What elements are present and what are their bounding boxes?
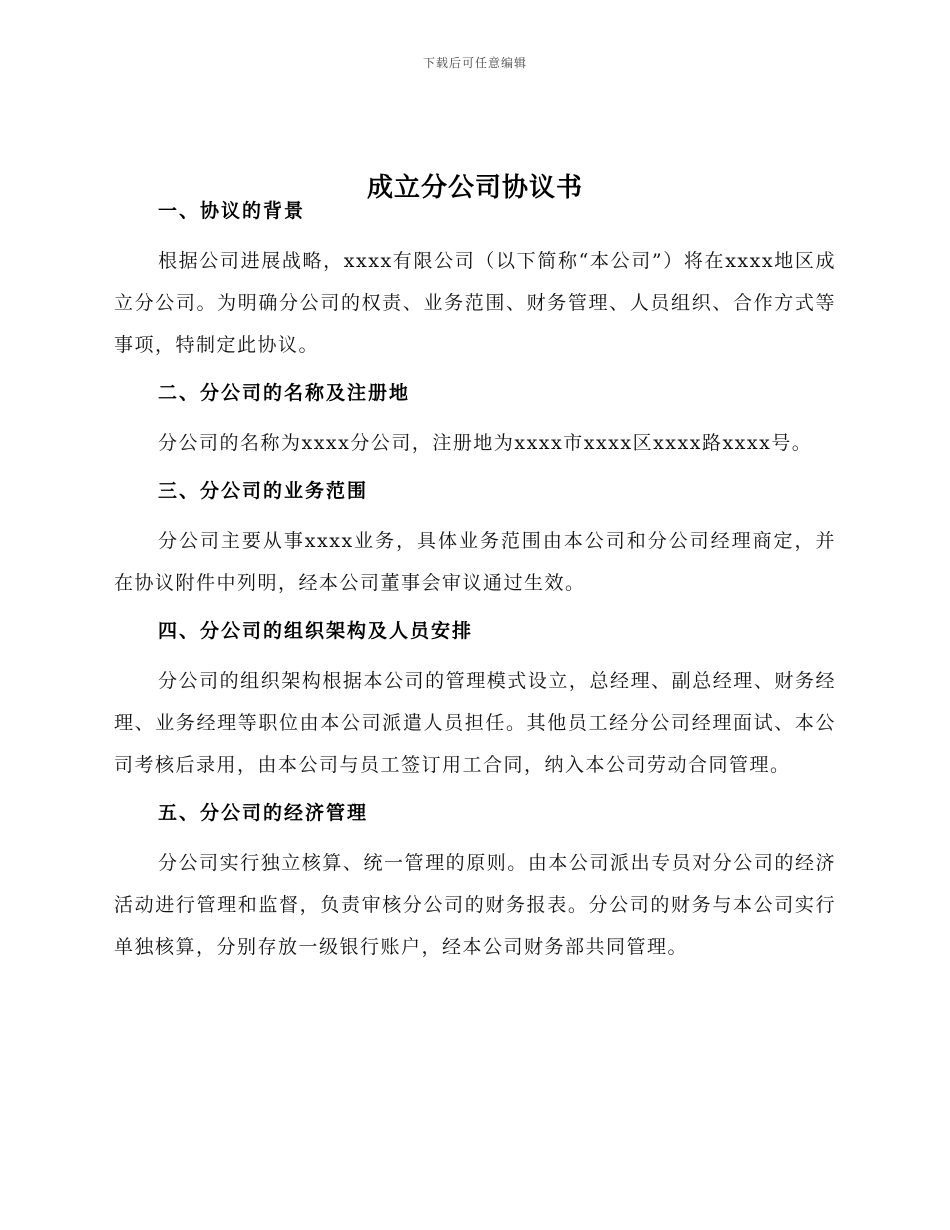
document-body: [114, 196, 836, 968]
section-paragraph-background: 根据公司进展战略，xxxx有限公司（以下简称“本公司”）将在xxxx地区成立分公司。为明确分公司的权责、业务范围、财务管理、人员组织、合作方式等事项，特制定此协议。: [114, 250, 836, 356]
document-title: 成立分公司协议书: [366, 173, 583, 204]
page-header-note: 下载后可任意编辑: [422, 56, 527, 70]
section-paragraph-economic-management: 分公司实行独立核算、统一管理的原则。由本公司派出专员对分公司的经济活动进行管理和监督，负责审核分公司的财务报表。分公司的财务与本公司实行单独核算，分别存放一级银行账户，经本公司财务部共同管理。: [114, 852, 836, 958]
section-heading-background: 一、协议的背景: [158, 200, 306, 222]
section-paragraph-name-registration: 分公司的名称为xxxx分公司，注册地为xxxx市xxxx区xxxx路xxxx号。: [158, 432, 813, 454]
section-heading-organization: 四、分公司的组织架构及人员安排: [158, 620, 474, 642]
section-paragraph-organization: 分公司的组织架构根据本公司的管理模式设立，总经理、副总经理、财务经理、业务经理等职位由本公司派遣人员担任。其他员工经分公司经理面试、本公司考核后录用，由本公司与员工签订用工合同，纳入本公司劳动合同管理。: [114, 670, 836, 776]
section-heading-business-scope: 三、分公司的业务范围: [158, 480, 369, 502]
section-heading-economic-management: 五、分公司的经济管理: [158, 802, 369, 824]
section-heading-name-registration: 二、分公司的名称及注册地: [158, 382, 411, 404]
section-paragraph-business-scope: 分公司主要从事xxxx业务，具体业务范围由本公司和分公司经理商定，并在协议附件中列明，经本公司董事会审议通过生效。: [114, 530, 836, 594]
